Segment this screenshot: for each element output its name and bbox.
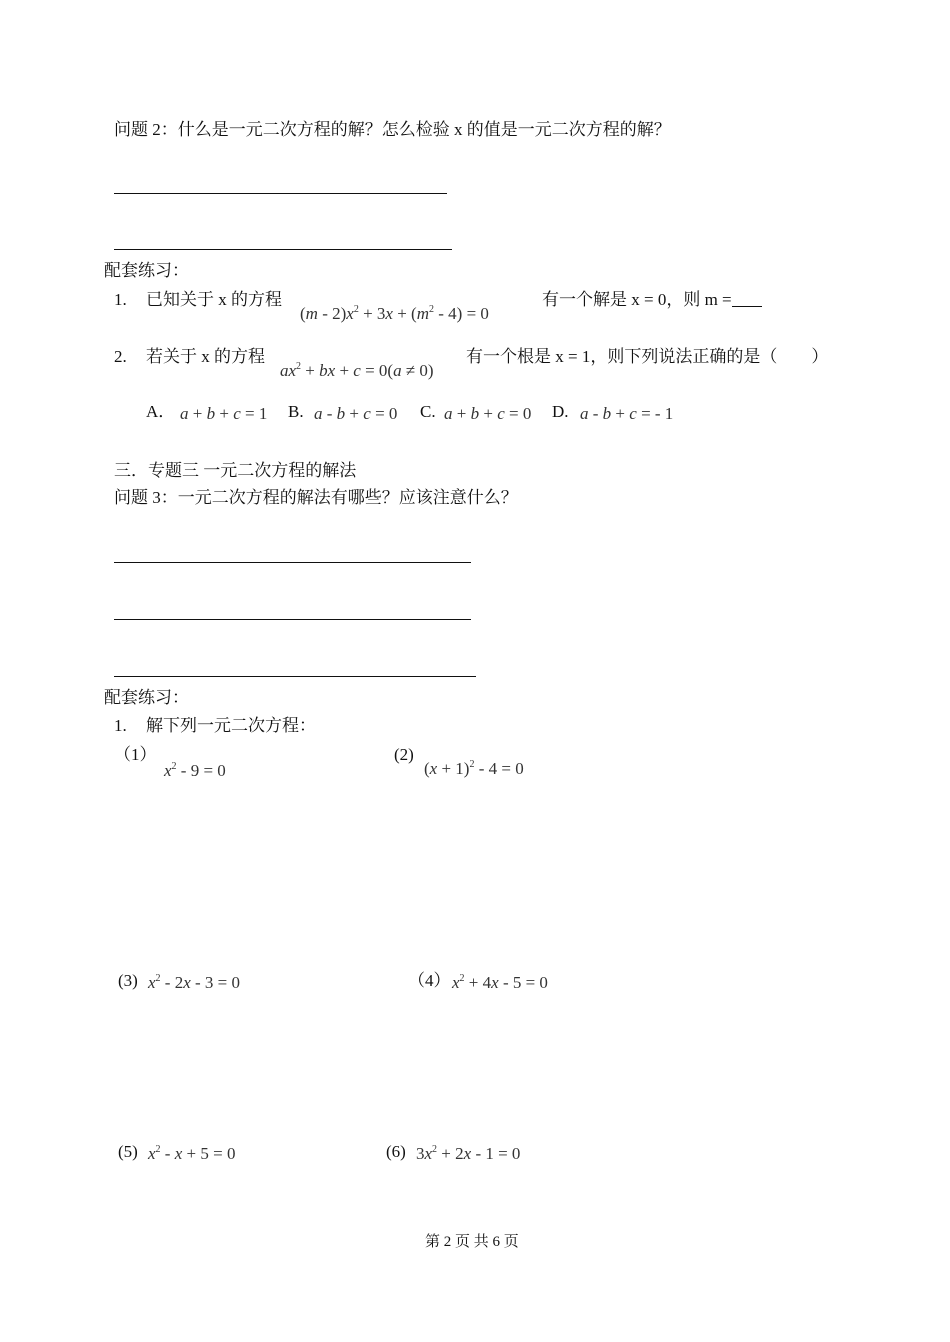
equation-6-expr: $3x^2 + 2x - 1 = 0$ (416, 1144, 521, 1163)
equation-1-label: （1） (114, 745, 157, 764)
equation-3-label: (3) (118, 971, 138, 990)
equation-5-expr: $x^2 - x + 5 = 0$ (148, 1144, 236, 1163)
equation-3-expr: $x^2 - 2x - 3 = 0$ (148, 973, 241, 992)
equation-5-label: (5) (118, 1142, 138, 1161)
practice1-item2-prefix: 若关于 x 的方程 (146, 347, 265, 366)
practice1-item1-equation: $(m - 2)x^2 + 3x + (m^2 - 4) = 0$ (300, 304, 489, 323)
option-b-label: B. (288, 402, 304, 421)
option-b-expr: a - b + c = 0 (314, 404, 398, 423)
practice1-item1-num: 1. (114, 290, 127, 309)
answer-line-q2-1 (114, 193, 447, 194)
practice1-item1-suffix (542, 291, 762, 308)
page-number: 第 2 页 共 6 页 (425, 1234, 519, 1250)
practice1-item1-suffix-text: 有一个解是 x = 0，则 m = (542, 290, 732, 309)
practice-heading-2: 配套练习： (104, 688, 189, 707)
practice2-item1-text: 解下列一元二次方程： (146, 716, 316, 735)
equation-4-expr: $x^2 + 4x - 5 = 0$ (452, 973, 548, 992)
practice-heading-1: 配套练习： (104, 261, 189, 280)
equation-2-label: (2) (394, 745, 414, 764)
practice1-item2-equation: $ax^2$ + bx + c = 0(a ≠ 0) (280, 361, 434, 380)
equation-6-label: (6) (386, 1142, 406, 1161)
practice1-item1-prefix: 已知关于 x 的方程 (146, 290, 282, 309)
option-c-label: C. (420, 402, 436, 421)
equation-4-label: （4） (408, 971, 451, 990)
question-2: 问题 2：什么是一元二次方程的解？怎么检验 x 的值是一元二次方程的解？ (114, 120, 671, 139)
answer-blank-m[interactable] (732, 292, 762, 307)
option-c-expr: a + b + c = 0 (444, 404, 532, 423)
answer-line-q3-1 (114, 562, 471, 563)
practice2-item1-num: 1. (114, 716, 127, 735)
section-3-heading: 三．专题三 一元二次方程的解法 (114, 461, 357, 480)
question-3: 问题 3：一元二次方程的解法有哪些？应该注意什么？ (114, 488, 518, 507)
practice1-item2-suffix: 有一个根是 x = 1，则下列说法正确的是（ ） (466, 347, 829, 366)
option-d-expr: a - b + c = - 1 (580, 404, 674, 423)
option-a-expr: a + b + c = 1 (180, 404, 268, 423)
equation-2-expr: $(x + 1)^2 - 4 = 0$ (424, 759, 524, 778)
option-a-label: A． (146, 402, 176, 421)
answer-line-q3-2 (114, 619, 471, 620)
equation-1-expr: $x^2 - 9 = 0$ (164, 761, 226, 780)
answer-line-q3-3 (114, 676, 476, 677)
answer-line-q2-2 (114, 249, 452, 250)
option-d-label: D. (552, 402, 569, 421)
practice1-item2-num: 2. (114, 347, 127, 366)
